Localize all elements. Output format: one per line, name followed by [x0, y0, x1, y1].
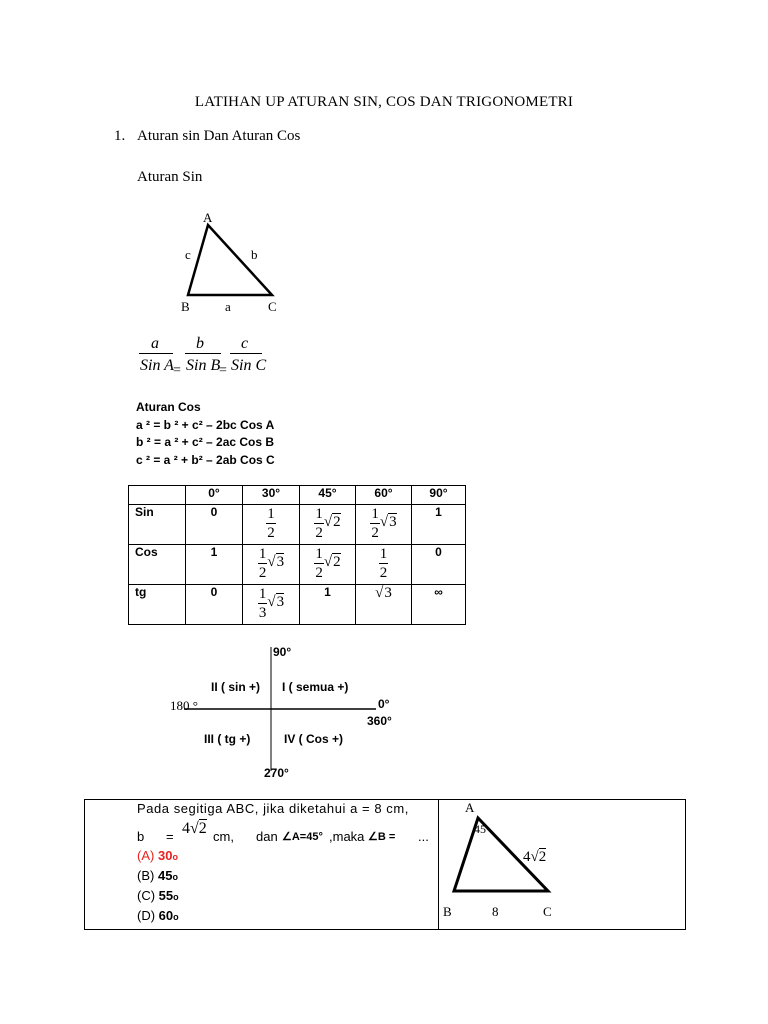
table-header-row [129, 486, 466, 505]
question-dan: dan [256, 829, 278, 844]
table-cell [300, 545, 356, 585]
sqrt-expression: √3 [267, 554, 285, 570]
sqrt-expression: √3 [375, 585, 392, 601]
table-header-cell [129, 486, 186, 505]
sqrt-expression: √2 [323, 514, 341, 530]
quadrant-i-label: I ( semua +) [282, 680, 349, 694]
aturan-cos-block [136, 399, 275, 469]
section-heading: Aturan sin Dan Aturan Cos [137, 128, 301, 144]
fraction: $\frac{1}{2}$ [371, 506, 379, 541]
table-header-cell: 0° [186, 486, 243, 505]
question-dots: ... [418, 829, 429, 844]
fig-angle-label: 45 [474, 822, 486, 836]
quadrant-iv-label: IV ( Cos +) [284, 732, 344, 746]
table-cell [243, 585, 300, 625]
table-header-cell: 30° [243, 486, 300, 505]
fig-vertex-b: B [443, 904, 452, 919]
sqrt-expression: √3 [267, 594, 285, 610]
question-b-value: 4√2 [182, 820, 207, 837]
quadrant-ii-label: II ( sin +) [211, 680, 261, 694]
side-a-label: a [225, 299, 231, 314]
row-label: tg [129, 585, 186, 625]
cos-rule-line: b ² = a ² + c² – 2ac Cos B [136, 435, 275, 449]
fraction: $\frac{1}{2}$ [267, 506, 275, 541]
vertex-b-label: B [181, 299, 190, 314]
column-divider [438, 800, 439, 929]
equals-sign: = [219, 363, 227, 378]
aturan-cos-heading: Aturan Cos [136, 400, 201, 414]
page-title: LATIHAN UP ATURAN SIN, COS DAN TRIGONOMETRI [194, 94, 574, 110]
question-triangle [440, 810, 570, 905]
fraction-bar [185, 353, 221, 354]
section-number: 1. [114, 128, 126, 144]
table-cell: ∞ [412, 585, 466, 625]
vertex-c-label: C [268, 299, 277, 314]
option-a[interactable]: (A) 30o [137, 848, 178, 863]
option-d[interactable]: (D) 60o [137, 908, 179, 923]
label-0-degrees: 0° [378, 697, 390, 711]
question-maka: ,maka [329, 829, 365, 844]
fraction: $\frac{1}{2}$ [315, 546, 323, 581]
question-angle-b: ∠B = [368, 831, 396, 843]
option-c[interactable]: (C) 55o [137, 888, 179, 903]
question-b-equals: = [166, 829, 174, 844]
quadrant-iii-label: III ( tg +) [204, 732, 251, 746]
side-b-label: b [251, 247, 258, 262]
fraction: $\frac{1}{2}$ [315, 506, 323, 541]
equals-sign: = [173, 363, 181, 378]
table-cell: 1 [412, 505, 466, 545]
formula-num-c: c [241, 335, 249, 352]
table-cell [356, 585, 412, 625]
cos-rule-line: c ² = a ² + b² – 2ab Cos C [136, 452, 275, 467]
question-line-1: Pada segitiga ABC, jika diketahui a = 8 cm, [137, 801, 409, 816]
table-cell: 0 [186, 585, 243, 625]
row-label: Cos [129, 545, 186, 585]
fraction: $\frac{1}{3}$ [258, 586, 267, 621]
table-cell [300, 505, 356, 545]
formula-den-sin-b: Sin B [186, 357, 221, 374]
fraction-bar [230, 353, 262, 354]
fraction: $\frac{1}{2}$ [258, 546, 267, 581]
formula-den-sin-c: Sin C [231, 357, 267, 374]
question-b-unit: cm, [213, 829, 234, 844]
triangle-shape [188, 225, 272, 295]
fraction: $\frac{1}{2}$ [379, 546, 388, 581]
table-cell [356, 545, 412, 585]
fig-vertex-c: C [543, 904, 552, 919]
label-180-degrees: 180 ° [170, 698, 198, 713]
table-cell [243, 505, 300, 545]
label-90-degrees: 90° [273, 645, 292, 659]
formula-num-a: a [151, 335, 159, 352]
table-row [129, 545, 466, 585]
option-b[interactable]: (B) 45o [137, 868, 178, 883]
fig-side-ac-label: 4√2 [523, 849, 547, 865]
table-row [129, 505, 466, 545]
table-header-cell: 90° [412, 486, 466, 505]
vertex-a-label: A [203, 210, 213, 225]
table-cell: 0 [412, 545, 466, 585]
quadrant-axes [170, 645, 400, 775]
formula-num-b: b [196, 335, 204, 352]
formula-den-sin-a: Sin A [140, 357, 174, 374]
table-cell [356, 505, 412, 545]
question-angle-a: ∠A=45° [282, 831, 323, 843]
question-b-prefix: b [137, 829, 145, 844]
table-cell: 0 [186, 505, 243, 545]
table-cell [243, 545, 300, 585]
fig-vertex-a: A [465, 800, 475, 815]
fig-side-bc-label: 8 [492, 904, 499, 919]
fraction-bar [139, 353, 173, 354]
side-c-label: c [185, 247, 191, 262]
table-header-cell: 60° [356, 486, 412, 505]
sqrt-expression: √2 [323, 554, 341, 570]
table-cell: 1 [186, 545, 243, 585]
table-cell: 1 [300, 585, 356, 625]
row-label: Sin [129, 505, 186, 545]
sqrt-expression: √3 [379, 514, 397, 530]
trig-values-table [128, 485, 466, 625]
table-row [129, 585, 466, 625]
cos-rule-line: a ² = b ² + c² – 2bc Cos A [136, 417, 275, 432]
label-270-degrees: 270° [264, 766, 289, 780]
label-360-degrees: 360° [367, 714, 392, 728]
aturan-sin-heading: Aturan Sin [137, 169, 203, 185]
table-header-cell: 45° [300, 486, 356, 505]
